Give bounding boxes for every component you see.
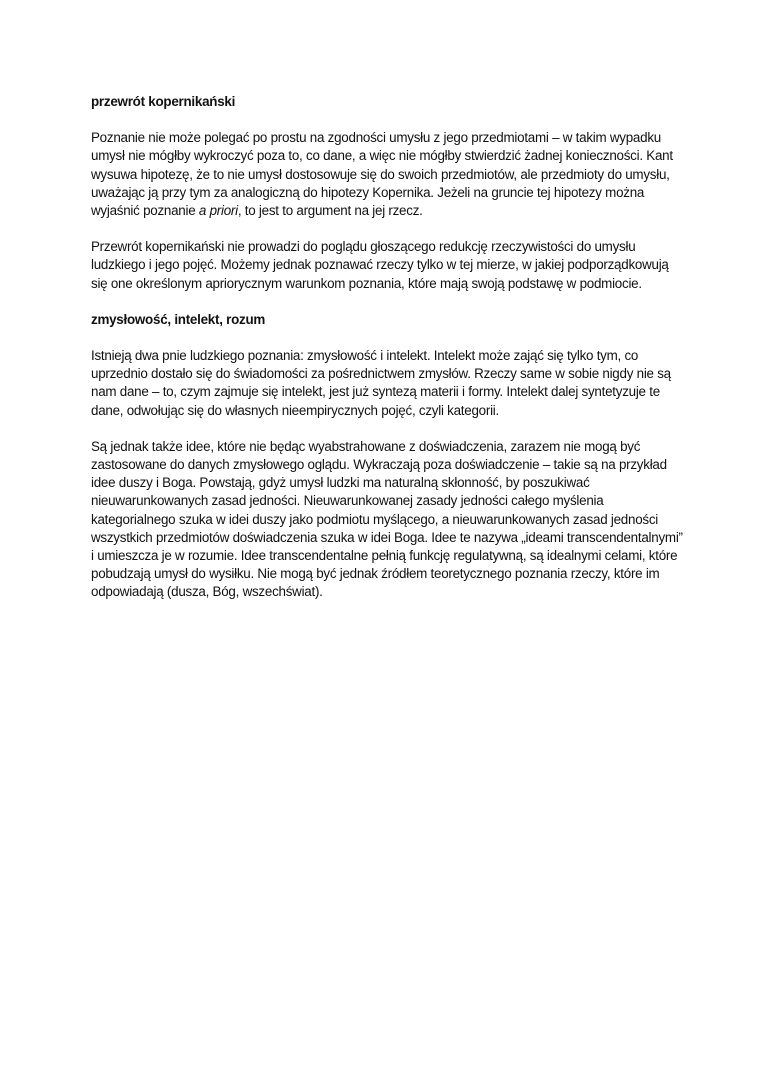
text-fragment: wyjaśnić poznanie (91, 203, 199, 219)
heading-copernican-revolution: przewrót kopernikański (91, 94, 236, 109)
text-line (91, 202, 681, 220)
text-line: pobudzają umysł do wysiłku. Nie mogą być jednak źródłem teoretycznego poznania rzeczy, które im (91, 566, 660, 582)
text-line: uważając ją przy tym za analogiczną do hipotezy Kopernika. Jeżeli na gruncie tej hipotezy można (91, 184, 645, 200)
text-line: nam dane – to, czym zajmuje się intelekt, jest już syntezą materii i formy. Intelekt dalej syntetyzuje te (91, 384, 660, 400)
text-line: Istnieją dwa pnie ludzkiego poznania: zmysłowość i intelekt. Intelekt może zająć się tylko tym, co (91, 348, 639, 364)
text-line: dane, odwołując się do własnych nieempirycznych pojęć, czyli kategorii. (91, 402, 499, 418)
text-line: wszystkich przedmiotów doświadczenia szuka w idei Boga. Idee te nazywa „ideami transcendentalnymi” (91, 529, 683, 545)
text-line: i umieszcza je w rozumie. Idee transcendentalne pełnią funkcję regulatywną, są idealnymi celami, które (91, 548, 678, 564)
text-line: Są jednak także idee, które nie będąc wyabstrahowane z doświadczenia, zarazem nie mogą być (91, 438, 641, 454)
heading-sensibility-intellect-reason: zmysłowość, intelekt, rozum (91, 311, 266, 327)
text-line: się one określonym apriorycznym warunkom poznania, które mają swoją podstawę w podmiocie. (91, 275, 642, 291)
text-line: odpowiadają (dusza, Bóg, wszechświat). (91, 584, 323, 600)
text-line: ludzkiego i jego pojęć. Możemy jednak poznawać rzeczy tylko w tej mierze, w jakiej podporządkowują (91, 257, 669, 273)
text-line: nieuwarunkowanych zasad jedności. Nieuwarunkowanej zasady jedności całego myślenia (91, 493, 604, 509)
text-line: Poznanie nie może polegać po prostu na zgodności umysłu z jego przedmiotami – w takim wypadku (91, 130, 661, 146)
paragraph-copernican-2 (91, 238, 681, 293)
paragraph-cognition-1 (91, 347, 681, 420)
paragraph-copernican-1 (91, 129, 681, 220)
text-line: umysł nie mógłby wykroczyć poza to, co dane, a więc nie mógłby stwierdzić żadnej konieczności. Kant (91, 148, 673, 164)
text-fragment: , to jest to argument na jej rzecz. (237, 203, 423, 219)
emphasis-a-priori: a priori (198, 203, 238, 219)
text-line: idee duszy i Boga. Powstają, gdyż umysł ludzki ma naturalną skłonność, by poszukiwać (91, 475, 590, 491)
paragraph-ideas-2 (91, 438, 681, 602)
document-body (91, 93, 681, 620)
text-line: Przewrót kopernikański nie prowadzi do poglądu głoszącego redukcję rzeczywistości do umysłu (91, 239, 636, 255)
text-line: uprzednio dostało się do świadomości za pośrednictwem zmysłów. Rzeczy same w sobie nigdy nie są (91, 366, 671, 382)
text-line: kategorialnego szuka w idei duszy jako podmiotu myślącego, a nieuwarunkowanych zasad jedności (91, 511, 659, 527)
text-line: zastosowane do danych zmysłowego oglądu. Wykraczają poza doświadczenie – takie są na przykład (91, 457, 667, 473)
text-line: wysuwa hipotezę, że to nie umysł dostosowuje się do swoich przedmiotów, ale przedmioty do umysłu, (91, 166, 670, 182)
